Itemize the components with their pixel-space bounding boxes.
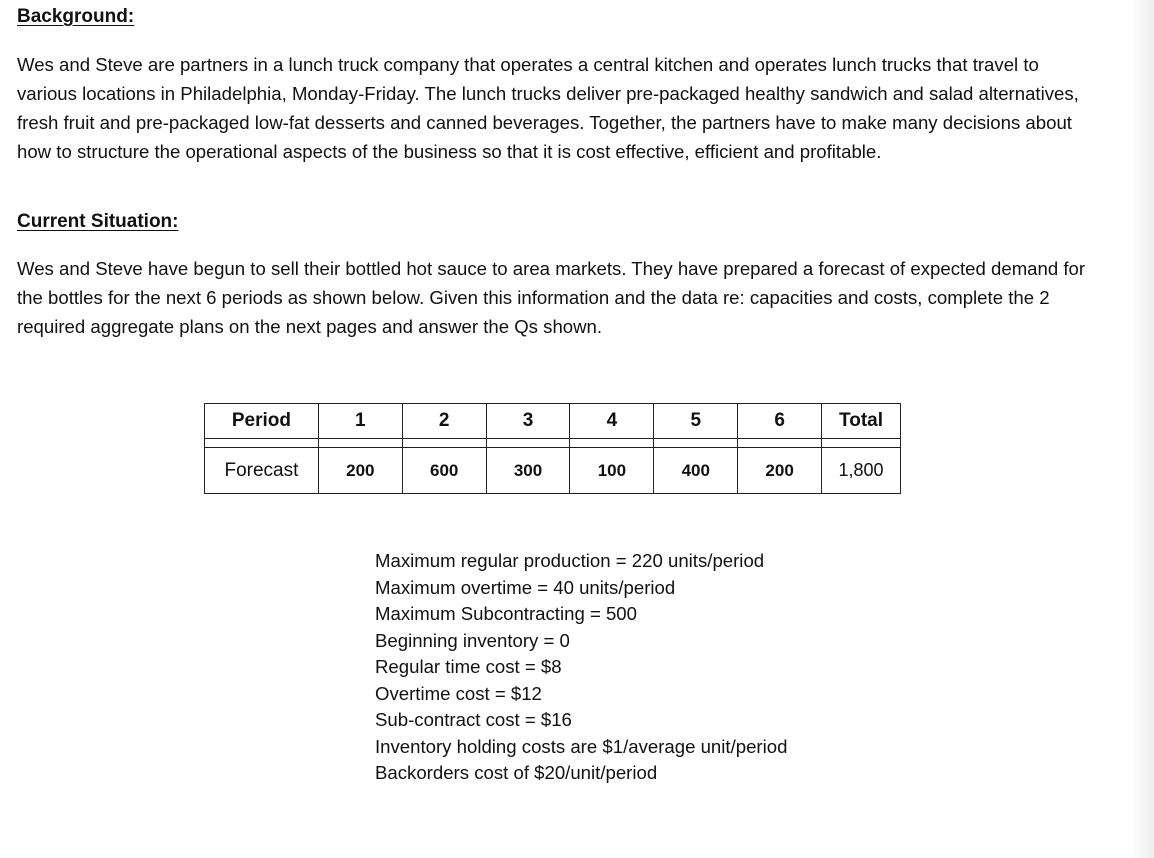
page-edge-shadow (1132, 0, 1154, 858)
forecast-row (205, 448, 901, 494)
forecast-cell: 100 (570, 448, 654, 494)
forecast-table (204, 403, 901, 494)
parameter-item: Regular time cost = $8 (375, 656, 562, 677)
current-situation-heading: Current Situation: (17, 211, 179, 232)
forecast-cell: 600 (402, 448, 486, 494)
parameters-list (375, 548, 787, 787)
parameter-item: Inventory holding costs are $1/average unit/period (375, 735, 788, 757)
table-spacer-row (205, 439, 901, 448)
current-situation-paragraph: Wes and Steve have begun to sell their bottled hot sauce to area markets. They have prepared a forecast of expected demand for the bottles for the next 6 periods as shown below. Given this information and the data re: capacities and costs, complete the 2 required aggregate plans on the next pages and answer the Qs shown. (17, 258, 1086, 337)
forecast-cell: 200 (318, 448, 402, 494)
total-header: Total (822, 404, 901, 439)
parameter-item: Maximum overtime = 40 units/period (375, 576, 676, 598)
forecast-cell: 300 (486, 448, 570, 494)
parameter-item: Maximum regular production = 220 units/period (375, 550, 765, 571)
forecast-cell: 400 (654, 448, 738, 494)
period-cell: 6 (738, 404, 822, 439)
period-cell: 4 (570, 404, 654, 439)
forecast-total: 1,800 (822, 448, 901, 494)
parameter-item: Overtime cost = $12 (375, 682, 542, 704)
parameter-item: Sub-contract cost = $16 (375, 709, 572, 730)
table-header-row (205, 404, 901, 439)
period-cell: 3 (486, 404, 570, 439)
period-header: Period (205, 404, 319, 439)
parameter-item: Beginning inventory = 0 (375, 629, 570, 651)
period-cell: 2 (402, 404, 486, 439)
background-heading: Background: (17, 6, 135, 27)
forecast-cell: 200 (738, 448, 822, 494)
parameter-item: Backorders cost of $20/unit/period (375, 762, 658, 783)
background-paragraph: Wes and Steve are partners in a lunch truck company that operates a central kitchen and operates lunch trucks that travel to various locations in Philadelphia, Monday-Friday. The lunch trucks deliver pre-packaged healthy sandwich and salad alternatives, fresh fruit and pre-packaged low-fat desserts and canned beverages. Together, the partners have to make many decisions about how to structure the operational aspects of the business so that it is cost effective, efficient and profitable. (17, 54, 1079, 162)
period-cell: 5 (654, 404, 738, 439)
forecast-label: Forecast (205, 448, 319, 494)
period-cell: 1 (318, 404, 402, 439)
parameter-item: Maximum Subcontracting = 500 (375, 603, 637, 624)
